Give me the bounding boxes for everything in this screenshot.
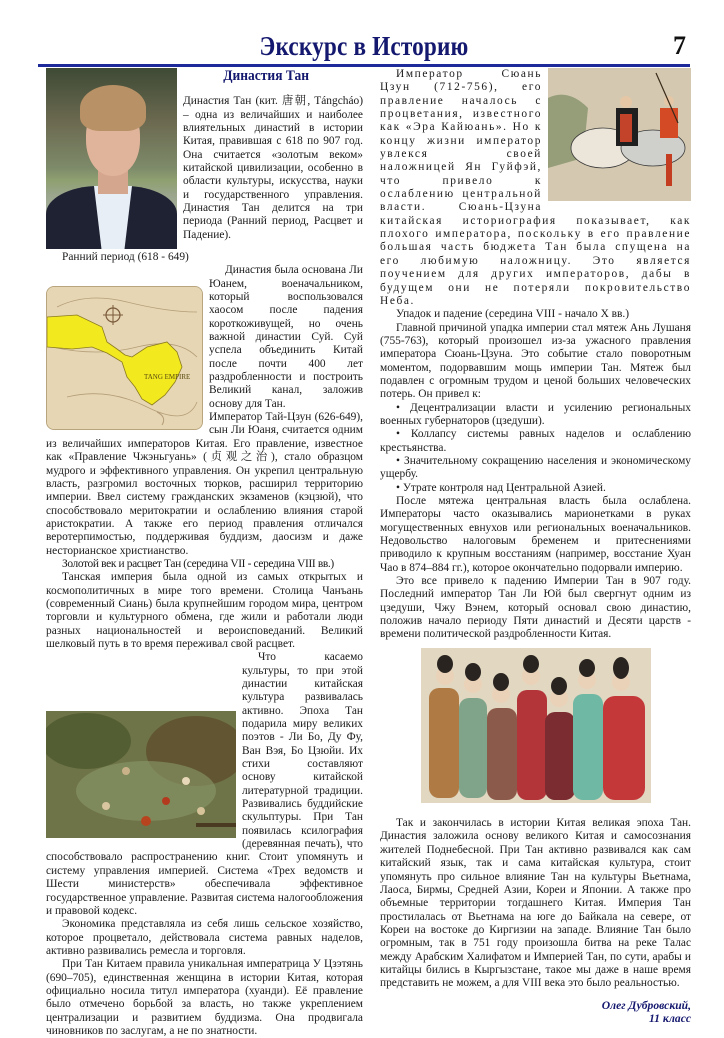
emperor-riders-fresco: [548, 68, 691, 201]
decline-heading: Упадок и падение (середина VIII - начало X вв.): [396, 308, 630, 321]
author-portrait-photo: [46, 68, 177, 249]
tang-court-ladies-mural: [421, 648, 651, 803]
golden-paragraph-4: При Тан Китаем правила уникальная императрица У Цзэтянь (690–705), единственная женщина в истории Китая, которая официально носила титул императора (хуанди). Её правление было отмечено борьбой за власть, но также укреплением централизации и развитием буддизма. Она продвигала чиновников по заслугам, а не по знатности.: [46, 958, 363, 1037]
left-column: [46, 68, 363, 1038]
golden-paragraph-1: Танская империя была одной из самых открытых и космополитичных в мире того времени. Столица Чанъань (современный Сиань) была крупнейшим городом мира, центром торговли и культурного обмена, где жили и работали люди разных национальностей и вероисповеданий. Великий шелковый путь в то время переживал свой расцвет.: [46, 571, 363, 650]
tang-scroll-painting: [46, 711, 236, 838]
author-class: 11 класс: [649, 1011, 691, 1025]
conclusion-paragraph: Так и закончилась в истории Китая великая эпоха Тан. Династия заложила основу великого Китая и самосознания жителей Поднебесной. При Тан активно развивался как сам китайский язык, так и сама китайская культура, стоит упомянуть про сильное влияние Тан на культуры Вьетнама, Лаоса, Бирмы, Средней Азии, Кореи и Японии. А также про объемные территории тогдашнего Китая. Империя Тан простилалась от Вьетнама на юге до Байкала на севере, от Кореи на востоке до Киргизии на западе. Влияние Тан было огромным, так в 751 году произошла битва на реке Талас между Арабским Халифатом и Империей Тан, по сути, арабы и китайцы бились в Кыргызстане, такое мы даже в наше время представить не можем, а для VIII века это было реальностью.: [380, 817, 691, 990]
page-header: [38, 28, 690, 64]
golden-paragraph-3: Экономика представляла из себя лишь сельское хозяйство, которое процветало, действовала система равных наделов, активно развивались ремесла и торговля.: [46, 918, 363, 957]
right-column: [380, 68, 691, 1025]
decline-paragraph-2: После мятежа центральная власть была ослаблена. Императоры часто оказывались марионетками в руках могущественных евнухов или региональных военачальников. Недовольство налоговым бременем и притеснениями приводило к крупным восстаниям (например, восстание Хуан Чао в 874–884 гг.), которое окончательно подорвали империю.: [380, 495, 691, 574]
golden-paragraph-2: Что касаемо культуры, то при этой династии китайская культура развивалась активно. Эпоха Тан подарила миру великих поэтов - Ли Бо, Ду Фу, Ван Вэя, Бо Цзюйи. Их стихи составляют основу китайской литературной традиции. Развивались буддийские скульптуры. При Тан появилась ксилография (деревянная печать), что способствовало распространению книг. Стоит упомянуть и систему управления империей. Система «Трех ведомств и Шести министерств» обеспечивала эффективное государственное управление. Развитая система налогообложения и правовой кодекс.: [46, 651, 363, 917]
golden-age-heading: Золотой век и расцвет Тан (середина VII - середина VIII вв.): [62, 557, 334, 570]
author-name: Олег Дубровский,: [601, 998, 691, 1012]
decline-bullet-3: • Значительному сокращению населения и экономическому ущербу.: [380, 454, 691, 481]
intro-paragraph: Династия Тан (кит. 唐朝, Tángcháo) – одна из величайших и наиболее влиятельных династий в истории Китая, правившая с 618 по 907 год. Она считается «золотым веком» китайской цивилизации, особенно в области культуры, искусства, науки и государственного управления. Династия Тан делится на три периода (Ранний период, Расцвет и Падение).: [183, 95, 363, 241]
section-title: Экскурс в Историю: [259, 31, 469, 61]
page-number: 7: [673, 31, 686, 60]
tang-empire-map: [46, 286, 203, 430]
map-label: TANG EMPIRE: [144, 373, 191, 382]
xuanzong-paragraph: Император Сюань Цзун (712-756), его правление началось с процветания, известного как «Эра Кайюань». Но к концу жизни император увлекся своей наложницей Ян Гуйфэй, что привело к ослаблению центральной власти. Сюань-Цзуна китайская историография показывает, как плохого императора, поскольку в его правление большая часть бюджета Тан была спущена на его любимую наложницу. Это является поучением для других императоров, дабы в будущем они не потеряли покровительство Неба.: [380, 68, 691, 307]
early-period-heading: Ранний период (618 - 649): [62, 251, 189, 263]
decline-bullet-2: • Коллапсу системы равных наделов и ослаблению крестьянства.: [380, 428, 691, 454]
early-paragraph-1: Династия была основана Ли Юанем, военачальником, который воспользовался хаосом после падения короткоживущей, но очень важной династии Суй. Суй успела объединить Китай после почти 400 лет раздробленности и построить Великий канал, заложив основу для Тан.: [209, 264, 363, 410]
article-title: Династия Тан: [223, 68, 310, 84]
court-ladies-image-wrapper: [380, 648, 691, 807]
header-divider: [38, 64, 690, 67]
decline-paragraph-1: Главной причиной упадка империи стал мятеж Ань Лушаня (755-763), который произошел из-за ужасного правления императора Сюань-Цзуна. Это событие стало поворотным моментом, подорвавшим мощь империи Тан. Мятеж был подавлен с огромным трудом и ценой больших человеческих потерь. Он привел к:: [380, 321, 691, 401]
author-signature: [380, 999, 691, 1025]
decline-paragraph-3: Это все привело к падению Империи Тан в 907 году. Последний император Тан Ли Юй был свергнут одним из цзедуши, Чжу Вэнем, который основал свою династию, положив начало периоду Пяти династий и Десяти царств - времени политической раздробленности Китая.: [380, 575, 691, 641]
decline-bullet-1: • Децентрализации власти и усилению региональных военных губернаторов (цзедуши).: [380, 401, 691, 427]
early-paragraph-2: Император Тай-Цзун (626-649), сын Ли Юаня, считается одним из величайших императоров Китая. Его правление, известное как «Правление Чжэньгуань» (贞观之治), стало образцом мудрого и эффективного управления. Он укрепил центральную власть, разгромил восточных тюрков, расширил территорию империи. Ввел систему гражданских экзаменов (кэцзюй), что способствовало меритократии и ослаблению влияния старой аристократии. А также его период правления отличался веротерпимостью, поддерживая буддизм, даосизм и даже несторианское христианство.: [46, 411, 363, 557]
decline-bullet-4: • Утрате контроля над Центральной Азией.: [396, 481, 606, 494]
